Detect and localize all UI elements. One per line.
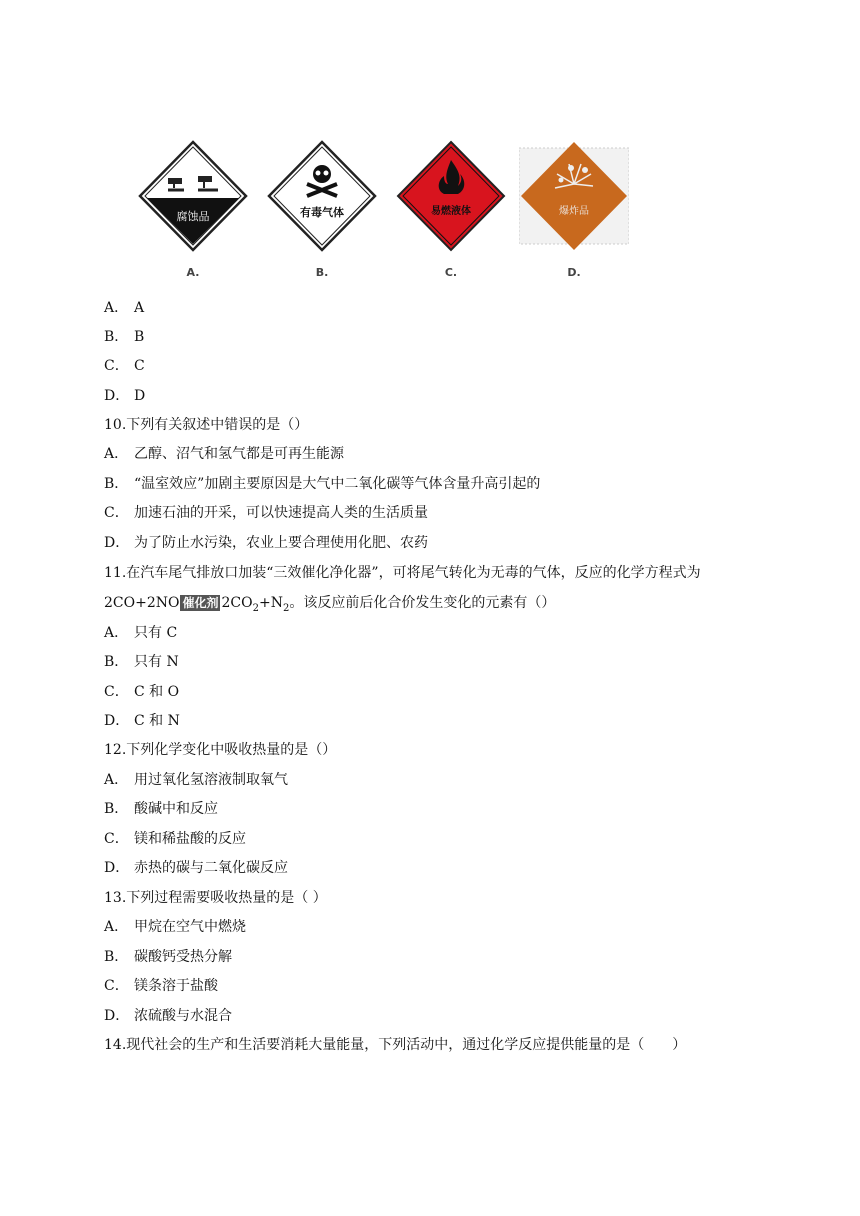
- q12-option-a[interactable]: A． 用过氧化氢溶液制取氧气: [104, 772, 288, 788]
- q13-option-b[interactable]: B． 碳酸钙受热分解: [104, 949, 232, 965]
- sign-b-letter: B.: [315, 266, 329, 279]
- q10-option-a[interactable]: A． 乙醇、沼气和氢气都是可再生能源: [104, 446, 344, 462]
- sign-a-letter: A.: [186, 266, 200, 279]
- hazard-sign-a: [138, 140, 248, 279]
- sign-d-letter: D.: [567, 266, 581, 279]
- equation-left: 2CO+2NO: [104, 595, 180, 611]
- q13-stem: 13.下列过程需要吸收热量的是（ ）: [104, 890, 327, 906]
- q11-option-b[interactable]: B． 只有 N: [104, 654, 179, 670]
- hazard-sign-b: [267, 140, 377, 279]
- q11-option-d[interactable]: D． C 和 N: [104, 713, 180, 729]
- skull-crossbones-icon: [267, 140, 377, 252]
- sign-b-text: 有毒气体: [300, 206, 344, 219]
- corrosive-icon: [138, 140, 248, 252]
- hazard-sign-d: [519, 140, 629, 279]
- catalyst-label: 催化剂: [182, 596, 219, 610]
- q10-option-b[interactable]: B． “温室效应”加剧主要原因是大气中二氧化碳等气体含量升高引起的: [104, 476, 541, 492]
- q11-stem-line1: 11.在汽车尾气排放口加装“三效催化净化器”，可将尾气转化为无毒的气体，反应的化学方程式为: [104, 565, 701, 581]
- hazard-signs-figure: [134, 140, 634, 285]
- q10-option-c[interactable]: C． 加速石油的开采，可以快速提高人类的生活质量: [104, 505, 428, 521]
- q9-option-c[interactable]: C． C: [104, 358, 145, 374]
- q11-option-c[interactable]: C． C 和 O: [104, 684, 180, 700]
- q9-option-b[interactable]: B． B: [104, 329, 145, 345]
- q9-option-a[interactable]: A． A: [104, 300, 145, 316]
- q12-stem: 12.下列化学变化中吸收热量的是（）: [104, 742, 337, 758]
- q11-stem-line2: 2CO+2NO 催化剂 $2CO_2+N_2$。该反应前后化合价发生变化的元素有（）: [104, 595, 556, 614]
- q9-option-d[interactable]: D． D: [104, 388, 146, 404]
- q12-option-d[interactable]: D． 赤热的碳与二氧化碳反应: [104, 860, 288, 876]
- q12-option-c[interactable]: C． 镁和稀盐酸的反应: [104, 831, 246, 847]
- sign-a-text: 腐蚀品: [176, 210, 210, 223]
- q10-option-d[interactable]: D． 为了防止水污染，农业上要合理使用化肥、农药: [104, 535, 428, 551]
- hazard-sign-c: [396, 140, 506, 279]
- sign-d-text: 爆炸品: [559, 206, 589, 217]
- q13-option-d[interactable]: D． 浓硫酸与水混合: [104, 1008, 232, 1024]
- flame-icon: [396, 140, 506, 252]
- explosion-icon: [519, 140, 629, 252]
- q13-option-a[interactable]: A． 甲烷在空气中燃烧: [104, 919, 246, 935]
- q12-option-b[interactable]: B． 酸碱中和反应: [104, 801, 218, 817]
- sign-c-text: 易燃液体: [431, 206, 471, 217]
- q14-stem: 14.现代社会的生产和生活要消耗大量能量，下列活动中，通过化学反应提供能量的是（ ）: [104, 1037, 687, 1053]
- q13-option-c[interactable]: C． 镁条溶于盐酸: [104, 978, 218, 994]
- q11-option-a[interactable]: A． 只有 C: [104, 625, 178, 641]
- sign-c-letter: C.: [444, 266, 458, 279]
- q10-stem: 10.下列有关叙述中错误的是（）: [104, 417, 309, 433]
